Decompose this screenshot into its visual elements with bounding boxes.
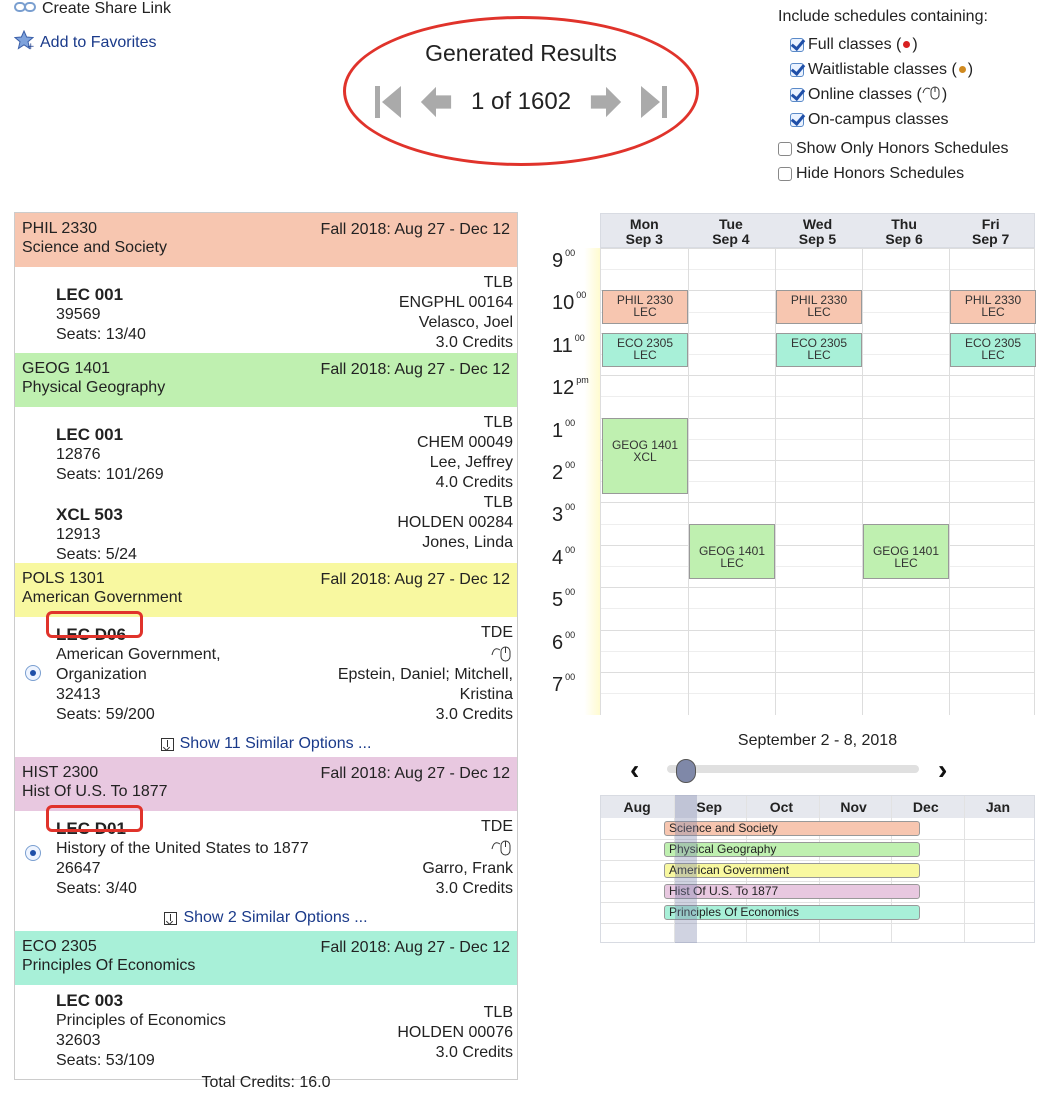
section-instructor: Velasco, Joel <box>418 314 513 331</box>
section-crn: 39569 <box>56 306 101 323</box>
next-week-button[interactable]: › <box>938 754 948 785</box>
section-name: LEC 001 <box>56 285 124 304</box>
hour-gridline <box>601 587 1034 588</box>
timeline-row-line <box>601 902 1034 903</box>
generated-results-title: Generated Results <box>425 40 617 66</box>
hour-label: 10 $^{00}$ <box>552 290 587 315</box>
hour-gridline <box>601 248 1034 249</box>
day-divider <box>862 248 863 715</box>
star-icon <box>14 30 34 55</box>
section-instructor: Jones, Linda <box>422 534 513 551</box>
honors-only-option[interactable] <box>778 136 1009 161</box>
month-label: Nov <box>840 799 867 815</box>
half-hour-gridline <box>601 524 1034 525</box>
section-mode: TLB <box>483 1004 513 1021</box>
mouse-cursor-icon <box>922 84 942 105</box>
waitlistable-classes-label: Waitlistable classes ( <box>808 60 957 78</box>
course-term-bar: Physical Geography <box>664 842 920 857</box>
create-share-link-label: Create Share Link <box>42 0 171 17</box>
hour-label: 12 $^{pm}$ <box>552 375 589 400</box>
link-icon <box>14 0 36 18</box>
section-desc: Principles of Economics <box>56 1012 226 1029</box>
month-label: Oct <box>769 799 794 815</box>
section-room: CHEM 00049 <box>416 434 513 451</box>
course-code: HIST 2300 <box>22 764 99 781</box>
section-crn: 12876 <box>56 446 101 463</box>
course-term: Fall 2018: Aug 27 - Dec 12 <box>320 361 510 378</box>
day-header: Thu Sep 6 <box>885 216 923 247</box>
section-credits: 3.0 Credits <box>435 880 513 897</box>
schedule-filter-options <box>778 8 1009 186</box>
course-header-hist-2300[interactable] <box>15 757 517 811</box>
half-hour-gridline <box>601 396 1034 397</box>
online-classes-checkbox[interactable] <box>790 88 804 102</box>
arrow-left-icon <box>419 84 453 120</box>
calendar-event[interactable]: GEOG 1401 LEC <box>689 524 775 579</box>
month-divider <box>964 796 965 942</box>
filter-heading: Include schedules containing: <box>778 8 988 25</box>
full-classes-checkbox[interactable] <box>790 38 804 52</box>
section-crn: 12913 <box>56 526 101 543</box>
online-mouse-icon <box>422 837 513 859</box>
calendar-event[interactable]: ECO 2305 LEC <box>776 333 862 367</box>
timeline-row-line <box>601 923 1034 924</box>
course-header-eco-2305[interactable] <box>15 931 517 985</box>
day-header: Mon Sep 3 <box>625 216 663 247</box>
timeline-months <box>601 796 1034 818</box>
section-credits: 3.0 Credits <box>435 334 513 351</box>
section-crn: 32413 <box>56 686 101 703</box>
section-instructor: Lee, Jeffrey <box>429 454 513 471</box>
highlight-box-lec-d01 <box>46 805 143 832</box>
section-seats: Seats: 53/109 <box>56 1052 155 1069</box>
course-title: Science and Society <box>22 239 167 256</box>
section-seats: Seats: 59/200 <box>56 706 155 723</box>
course-term: Fall 2018: Aug 27 - Dec 12 <box>320 221 510 238</box>
course-term: Fall 2018: Aug 27 - Dec 12 <box>320 571 510 588</box>
timeline-row-line <box>601 881 1034 882</box>
on-campus-classes-label: On-campus classes <box>808 110 949 128</box>
half-hour-gridline <box>601 651 1034 652</box>
section-geog-1401-xcl-503[interactable] <box>15 487 517 563</box>
waitlistable-classes-option[interactable] <box>790 57 1009 82</box>
hide-honors-label: Hide Honors Schedules <box>796 164 965 182</box>
create-share-link[interactable] <box>14 0 171 18</box>
section-desc: History of the United States to 1877 <box>56 840 309 857</box>
course-code: ECO 2305 <box>22 938 97 955</box>
hour-gridline <box>601 502 1034 503</box>
arrow-right-icon <box>589 84 623 120</box>
show-similar-label: Show 11 Similar Options ... <box>179 735 372 752</box>
hour-label: 3 $^{00}$ <box>552 502 576 527</box>
weekly-calendar <box>548 213 1035 715</box>
online-classes-label: Online classes ( <box>808 85 922 103</box>
section-credits: 3.0 Credits <box>435 706 513 723</box>
prev-result-button[interactable] <box>419 84 453 120</box>
hour-label: 11 $^{00}$ <box>552 332 585 357</box>
results-pager <box>343 84 699 120</box>
calendar-day-headers <box>600 213 1035 248</box>
course-header-geog-1401[interactable] <box>15 353 517 407</box>
course-term-bar: Hist Of U.S. To 1877 <box>664 884 920 899</box>
course-term-bar: Science and Society <box>664 821 920 836</box>
half-hour-gridline <box>601 566 1034 567</box>
section-instructor-cont: Kristina <box>459 686 513 703</box>
calendar-event[interactable]: PHIL 2330 LEC <box>950 290 1036 324</box>
month-label: Aug <box>623 799 651 815</box>
honors-only-label: Show Only Honors Schedules <box>796 139 1009 157</box>
hide-honors-option[interactable] <box>778 161 1009 186</box>
month-label: Dec <box>912 799 939 815</box>
section-name: LEC 003 <box>56 991 124 1010</box>
on-campus-classes-option[interactable] <box>790 107 1009 132</box>
on-campus-classes-checkbox[interactable] <box>790 113 804 127</box>
half-hour-gridline <box>601 693 1034 694</box>
course-term-bar: Principles Of Economics <box>664 905 920 920</box>
section-name: LEC D06 <box>56 625 126 644</box>
section-mode: TLB <box>483 274 513 291</box>
calendar-grid <box>600 248 1035 715</box>
first-page-icon <box>373 84 403 120</box>
next-result-button[interactable] <box>589 84 623 120</box>
full-classes-label: Full classes ( <box>808 35 902 53</box>
section-name: XCL 503 <box>56 505 123 524</box>
day-divider <box>688 248 689 715</box>
expand-down-icon <box>164 912 177 925</box>
course-code: GEOG 1401 <box>22 360 111 377</box>
first-result-button[interactable] <box>371 84 405 120</box>
section-credits: 4.0 Credits <box>435 474 513 491</box>
course-header-phil-2330[interactable] <box>15 213 517 267</box>
hour-gridline <box>601 545 1034 546</box>
last-page-icon <box>639 84 669 120</box>
section-radio[interactable] <box>25 845 41 861</box>
current-week-indicator <box>675 795 697 943</box>
course-term-bar: American Government <box>664 863 920 878</box>
hour-labels <box>548 248 600 715</box>
last-result-button[interactable] <box>637 84 671 120</box>
section-mode: TDE <box>481 818 513 835</box>
course-title: Physical Geography <box>22 379 166 396</box>
hour-label: 1 $^{00}$ <box>552 417 576 442</box>
hour-label: 9 $^{00}$ <box>552 248 576 272</box>
full-classes-close: ) <box>912 35 918 53</box>
course-code: PHIL 2330 <box>22 220 98 237</box>
week-slider-handle[interactable] <box>676 759 696 783</box>
calendar-event[interactable]: ECO 2305 LEC <box>950 333 1036 367</box>
month-label: Sep <box>696 799 723 815</box>
day-header: Fri Sep 7 <box>971 216 1010 247</box>
hour-label: 5 $^{00}$ <box>552 587 576 612</box>
day-header: Tue Sep 4 <box>712 216 750 247</box>
online-classes-close: ) <box>941 85 948 103</box>
calendar-event[interactable]: GEOG 1401 LEC <box>863 524 949 579</box>
waitlist-dot-icon <box>959 66 966 73</box>
course-header-pols-1301[interactable] <box>15 563 517 617</box>
calendar-event[interactable]: ECO 2305 LEC <box>602 333 688 367</box>
section-credits: 3.0 Credits <box>435 1044 513 1061</box>
section-mode: TLB <box>483 494 513 511</box>
section-phil-2330-lec-001[interactable] <box>15 267 517 353</box>
course-code: POLS 1301 <box>22 570 105 587</box>
section-seats: Seats: 3/40 <box>56 880 137 897</box>
section-mode: TDE <box>481 624 513 641</box>
half-hour-gridline <box>601 608 1034 609</box>
online-classes-option[interactable] <box>790 82 1009 107</box>
section-room: HOLDEN 00076 <box>397 1024 513 1041</box>
hour-label: 7 $^{00}$ <box>552 672 576 696</box>
section-name: LEC 001 <box>56 425 124 444</box>
result-count: 1 of 1602 <box>470 88 572 115</box>
timeline-row-line <box>601 860 1034 861</box>
highlight-box-lec-d06 <box>46 611 143 638</box>
section-radio[interactable] <box>25 665 41 681</box>
section-room: ENGPHL 00164 <box>398 294 513 311</box>
section-room: HOLDEN 00284 <box>397 514 513 531</box>
section-desc-cont: Organization <box>56 666 147 683</box>
course-term: Fall 2018: Aug 27 - Dec 12 <box>320 765 510 782</box>
hour-gridline <box>601 630 1034 631</box>
section-name: LEC D01 <box>56 819 126 838</box>
section-desc: American Government, <box>56 646 221 663</box>
section-seats: Seats: 5/24 <box>56 546 137 563</box>
hour-label: 4 $^{00}$ <box>552 544 576 569</box>
add-to-favorites-link[interactable] <box>14 30 157 55</box>
hour-gridline <box>601 672 1034 673</box>
calendar-event[interactable]: PHIL 2330 LEC <box>602 290 688 324</box>
online-mouse-icon <box>338 643 513 665</box>
section-instructor: Epstein, Daniel; Mitchell, <box>337 666 513 683</box>
expand-down-icon <box>161 738 174 751</box>
prev-week-button[interactable]: ‹ <box>630 754 640 785</box>
full-classes-option[interactable] <box>790 32 1009 57</box>
term-timeline <box>600 795 1035 943</box>
half-hour-gridline <box>601 269 1034 270</box>
section-eco-2305-lec-003[interactable] <box>15 985 517 1079</box>
hide-honors-checkbox[interactable] <box>778 167 792 181</box>
week-range-label: September 2 - 8, 2018 <box>737 732 898 749</box>
svg-text:+: + <box>27 42 34 50</box>
month-label: Jan <box>985 799 1010 815</box>
calendar-event[interactable]: GEOG 1401 XCL <box>602 418 688 494</box>
show-similar-options-link[interactable] <box>15 729 517 757</box>
full-dot-icon <box>903 41 910 48</box>
hour-label: 2 $^{00}$ <box>552 460 576 484</box>
hour-gridline <box>601 375 1034 376</box>
course-title: Hist Of U.S. To 1877 <box>22 783 168 800</box>
course-term: Fall 2018: Aug 27 - Dec 12 <box>320 939 510 956</box>
section-geog-1401-lec-001[interactable] <box>15 407 517 491</box>
calendar-event[interactable]: PHIL 2330 LEC <box>776 290 862 324</box>
honors-only-checkbox[interactable] <box>778 142 792 156</box>
section-mode: TLB <box>483 414 513 431</box>
day-header: Wed Sep 5 <box>798 216 837 247</box>
timeline-row-line <box>601 839 1034 840</box>
hour-label: 6 $^{00}$ <box>552 629 576 654</box>
week-slider-track[interactable] <box>667 765 919 773</box>
waitlistable-classes-checkbox[interactable] <box>790 63 804 77</box>
show-similar-options-link[interactable] <box>15 903 517 931</box>
section-instructor: Garro, Frank <box>422 860 513 877</box>
show-similar-label: Show 2 Similar Options ... <box>183 909 368 926</box>
course-title: Principles Of Economics <box>22 957 196 974</box>
add-to-favorites-label: Add to Favorites <box>40 33 157 51</box>
course-list <box>14 212 518 1080</box>
total-credits: Total Credits: 16.0 <box>201 1074 331 1091</box>
course-title: American Government <box>22 589 183 606</box>
section-crn: 32603 <box>56 1032 101 1049</box>
section-crn: 26647 <box>56 860 101 877</box>
section-seats: Seats: 101/269 <box>56 466 164 483</box>
waitlistable-classes-close: ) <box>967 60 974 78</box>
section-seats: Seats: 13/40 <box>56 326 146 343</box>
